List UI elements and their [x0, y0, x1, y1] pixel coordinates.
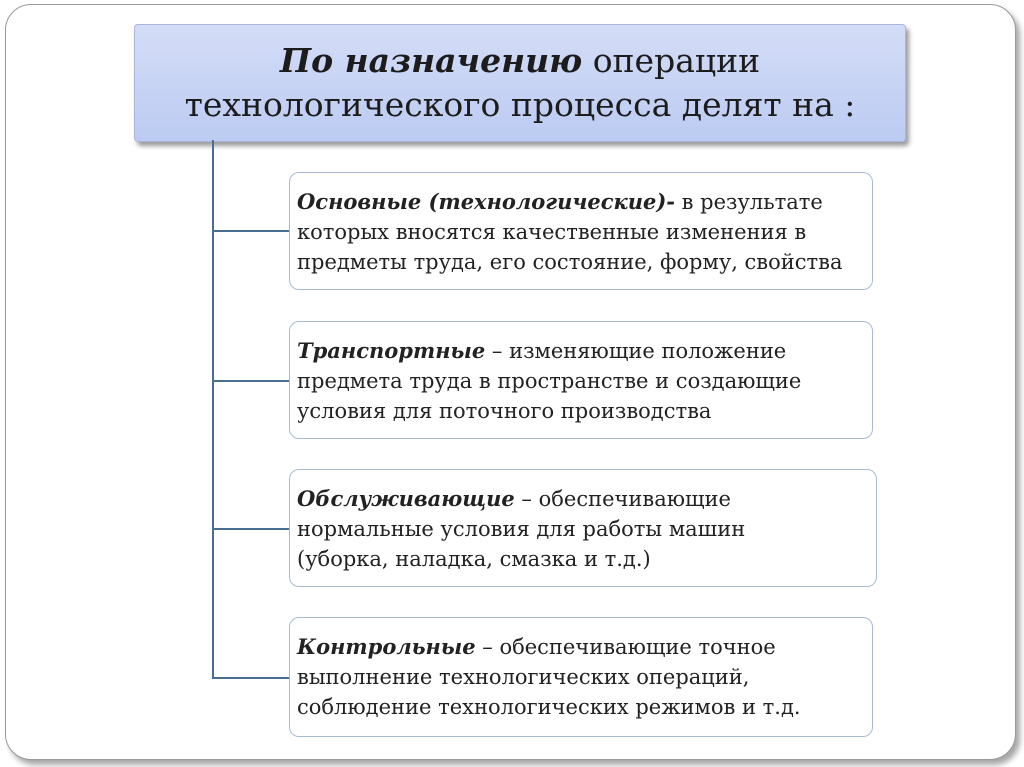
category-text: – изменяющие положение: [485, 339, 787, 363]
category-text: в результате: [675, 190, 823, 214]
category-card-service: [289, 469, 877, 587]
title-line-1: [280, 39, 760, 83]
connector-branch: [212, 380, 290, 382]
card-line: которых вносятся качественные изменения в: [297, 220, 807, 244]
connector-branch: [212, 677, 290, 679]
card-line: [297, 632, 866, 662]
card-line: выполнение технологических операций,: [297, 665, 750, 689]
category-card-main: [289, 172, 873, 290]
category-term: Транспортные: [297, 338, 486, 363]
card-line: [297, 336, 866, 366]
category-term: Обслуживающие: [297, 486, 515, 511]
category-text: – обеспечивающие точное: [475, 635, 776, 659]
title-rest: операции: [582, 41, 761, 80]
card-line: (уборка, наладка, смазка и т.д.): [297, 547, 651, 571]
category-card-transport: [289, 321, 873, 439]
card-line: соблюдение технологических режимов и т.д.: [297, 695, 801, 719]
category-card-control: [289, 617, 873, 737]
card-line: условия для поточного производства: [297, 399, 712, 423]
title-box: [134, 24, 906, 142]
card-line: предмета труда в пространстве и создающие: [297, 369, 802, 393]
category-text: – обеспечивающие: [514, 487, 731, 511]
title-line-2: технологического процесса делят на :: [184, 85, 856, 124]
connector-branch: [212, 230, 290, 232]
title-emphasis: По назначению: [279, 41, 583, 80]
connector-branch: [212, 528, 290, 530]
category-term: Контрольные: [297, 634, 476, 659]
card-line: нормальные условия для работы машин: [297, 517, 746, 541]
card-line: [297, 187, 866, 217]
card-line: предметы труда, его состояние, форму, свойства: [297, 250, 843, 274]
card-line: [297, 484, 870, 514]
connector-trunk: [212, 140, 214, 678]
category-term: Основные (технологические)-: [297, 189, 675, 214]
